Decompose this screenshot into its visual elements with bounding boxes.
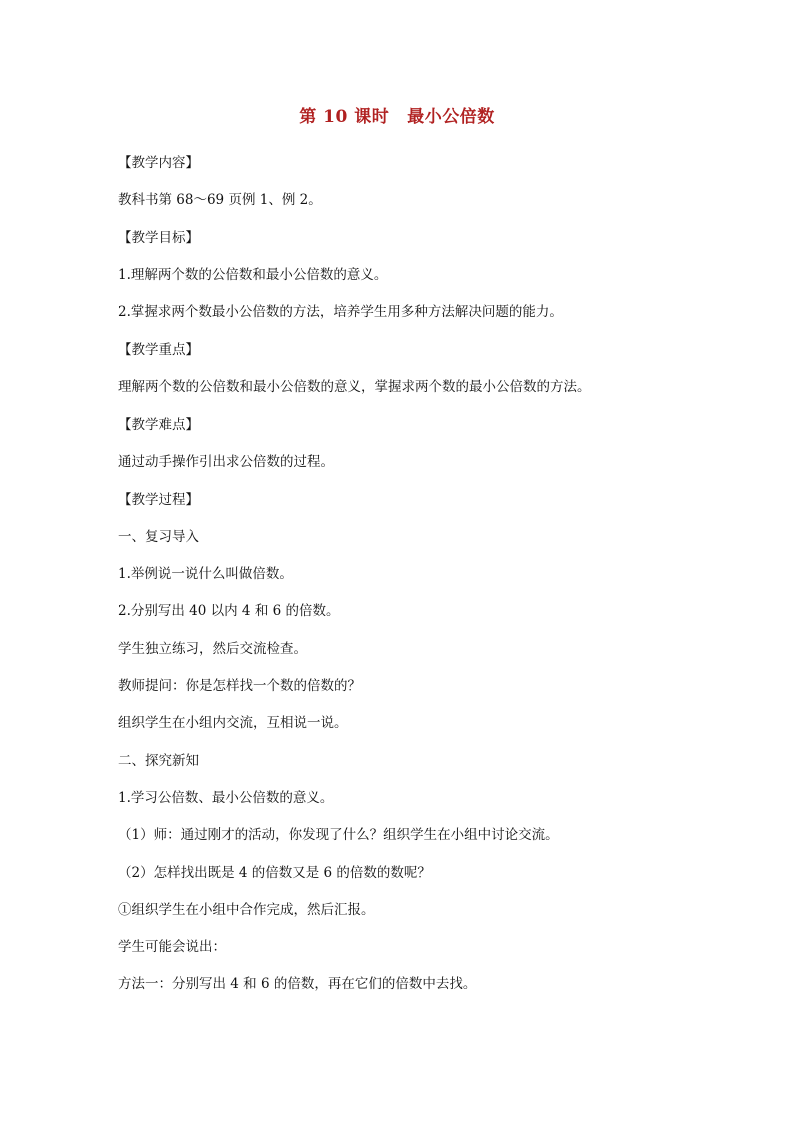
section-review-intro: 一、复习导入	[118, 529, 199, 545]
page-title	[0, 106, 794, 128]
heading-teaching-content: 【教学内容】	[118, 155, 199, 171]
paragraph-difficulties: 通过动手操作引出求公倍数的过程。	[118, 454, 334, 470]
heading-teaching-goals: 【教学目标】	[118, 230, 199, 246]
section-explore-new: 二、探究新知	[118, 753, 199, 769]
goal-item-2: 2.掌握求两个数最小公倍数的方法，培养学生用多种方法解决问题的能力。	[118, 304, 563, 320]
explore-item-1: 1.学习公倍数、最小公倍数的意义。	[118, 790, 334, 806]
explore-subitem-2: （2）怎样找出既是 4 的倍数又是 6 的倍数的数呢？	[118, 865, 431, 881]
paragraph-group-discussion: 组织学生在小组内交流，互相说一说。	[118, 715, 348, 731]
title-lesson-number: 第 10 课时	[299, 107, 390, 127]
heading-difficulties: 【教学难点】	[118, 417, 199, 433]
paragraph-textbook-pages: 教科书第 68～69 页例 1、例 2。	[118, 192, 322, 208]
paragraph-teacher-question: 教师提问：你是怎样找一个数的倍数的？	[118, 678, 361, 694]
explore-subitem-1: （1）师：通过刚才的活动，你发现了什么？组织学生在小组中讨论交流。	[118, 827, 559, 843]
paragraph-method-one: 方法一：分别写出 4 和 6 的倍数，再在它们的倍数中去找。	[118, 976, 477, 992]
paragraph-student-practice: 学生独立练习，然后交流检查。	[118, 641, 307, 657]
paragraph-students-may-say: 学生可能会说出：	[118, 939, 226, 955]
heading-teaching-process: 【教学过程】	[118, 492, 199, 508]
paragraph-key-points: 理解两个数的公倍数和最小公倍数的意义，掌握求两个数的最小公倍数的方法。	[118, 379, 591, 395]
review-item-1: 1.举例说一说什么叫做倍数。	[118, 566, 293, 582]
title-topic: 最小公倍数	[407, 107, 495, 127]
review-item-2: 2.分别写出 40 以内 4 和 6 的倍数。	[118, 603, 340, 619]
goal-item-1: 1.理解两个数的公倍数和最小公倍数的意义。	[118, 267, 388, 283]
heading-key-points: 【教学重点】	[118, 342, 199, 358]
explore-step-1: ①组织学生在小组中合作完成，然后汇报。	[118, 902, 375, 918]
